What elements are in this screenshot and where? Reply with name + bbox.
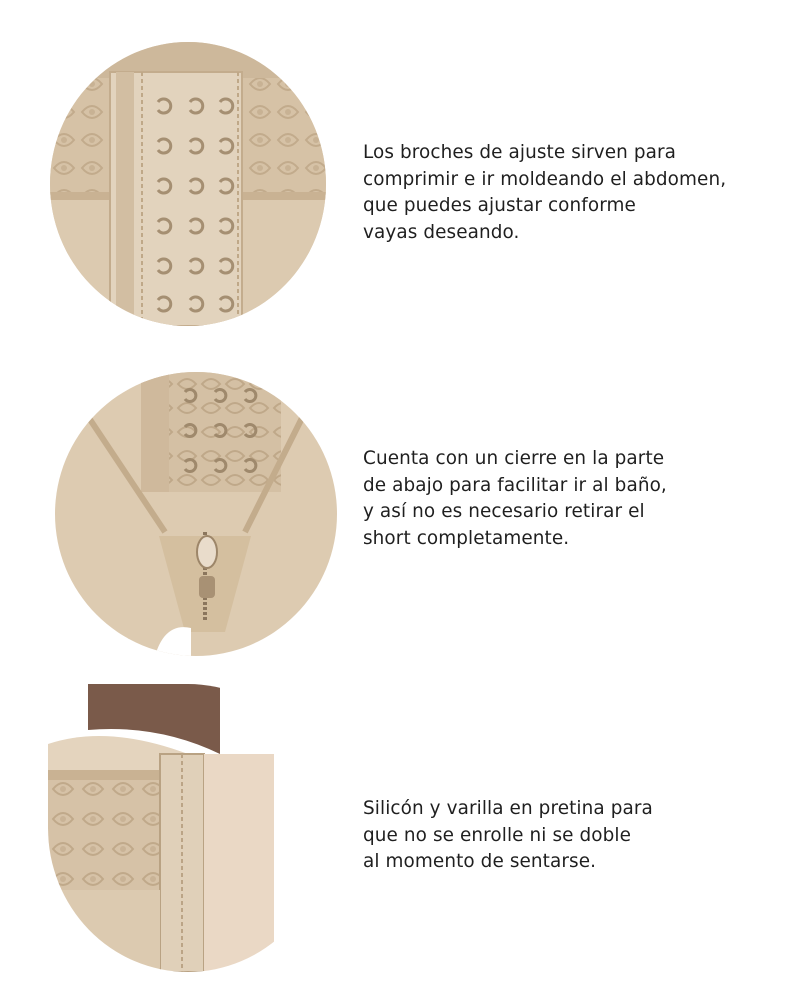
feature-zipper — [0, 340, 800, 670]
zipper-closure-icon — [55, 372, 337, 656]
feature-hooks-caption: Los broches de ajuste sirven para comprimir e ir moldeando el abdomen, que puedes ajustar conforme vayas deseando. — [363, 142, 727, 243]
feature-hooks — [0, 0, 800, 340]
feature-waistband — [0, 670, 800, 1000]
hook-and-eye-closure-icon — [50, 42, 326, 326]
waistband-silicone-icon — [48, 684, 328, 972]
feature-waistband-caption: Silicón y varilla en pretina para que no se enrolle ni se doble al momento de sentarse. — [363, 798, 653, 872]
feature-zipper-caption: Cuenta con un cierre en la parte de abajo para facilitar ir al baño, y así no es necesario retirar el short completamente. — [363, 448, 667, 549]
